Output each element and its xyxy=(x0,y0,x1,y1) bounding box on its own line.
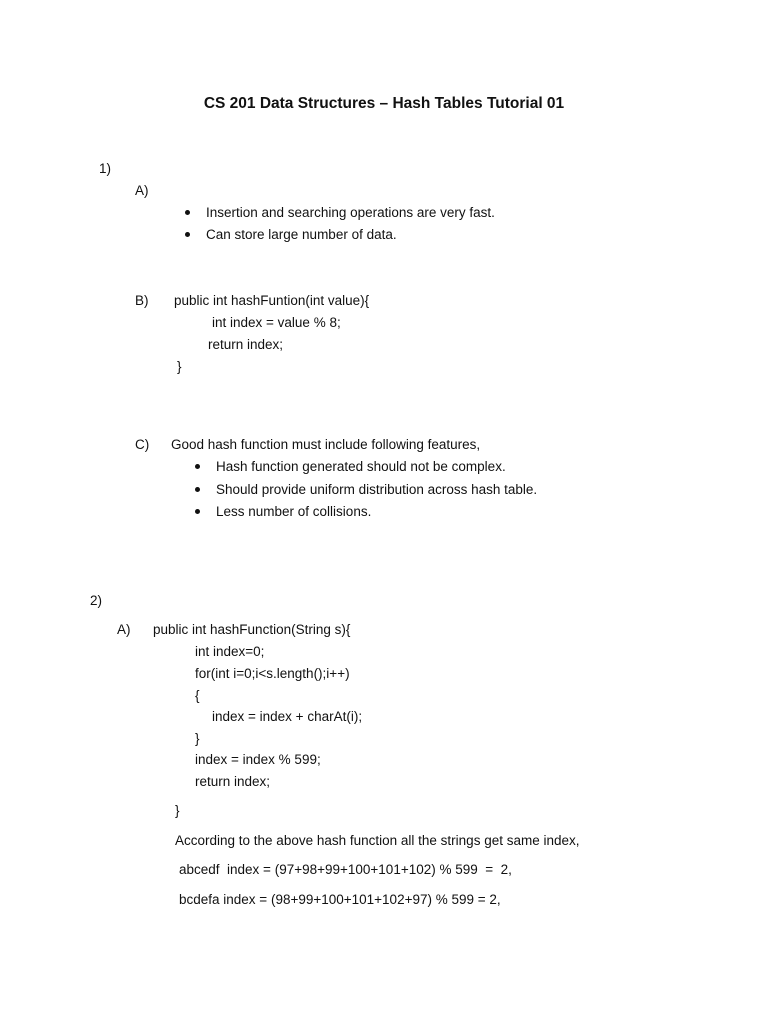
q1-part-a-label: A) xyxy=(135,183,149,198)
q1b-code-line-2: int index = value % 8; xyxy=(212,315,341,330)
page-title: CS 201 Data Structures – Hash Tables Tutorial 01 xyxy=(203,95,565,112)
q2a-code-line-6: } xyxy=(195,731,200,746)
bullet-icon xyxy=(195,509,200,514)
q1b-code-line-4: } xyxy=(177,359,182,374)
q1a-bullet-1: Insertion and searching operations are very fast. xyxy=(206,205,495,220)
q2a-code-line-2: int index=0; xyxy=(195,644,265,659)
q2a-code-line-1: public int hashFunction(String s){ xyxy=(153,622,351,637)
bullet-icon xyxy=(185,210,190,215)
q2a-code-line-8: return index; xyxy=(195,774,271,789)
q1b-code-line-3: return index; xyxy=(208,337,284,352)
q2a-explanation: According to the above hash function all the strings get same index, xyxy=(175,833,580,848)
q1a-bullet-2: Can store large number of data. xyxy=(206,227,397,242)
q1-part-c-label: C) xyxy=(135,437,150,452)
question-1-number: 1) xyxy=(99,161,112,176)
q1c-bullet-1: Hash function generated should not be complex. xyxy=(216,459,506,474)
q2a-code-line-3: for(int i=0;i<s.length();i++) xyxy=(195,666,350,681)
q1c-bullet-3: Less number of collisions. xyxy=(216,504,372,519)
q2a-example-1: abcedf index = (97+98+99+100+101+102) % 599 = 2, xyxy=(179,862,512,877)
q1b-code-line-1: public int hashFuntion(int value){ xyxy=(174,293,370,308)
q2a-code-line-5: index = index + charAt(i); xyxy=(212,709,363,724)
bullet-icon xyxy=(195,487,200,492)
bullet-icon xyxy=(185,232,190,237)
q2-part-a-label: A) xyxy=(117,622,131,637)
q2a-code-line-7: index = index % 599; xyxy=(195,752,321,767)
bullet-icon xyxy=(195,464,200,469)
q1c-intro: Good hash function must include following features, xyxy=(171,437,481,452)
q2a-code-line-9: } xyxy=(175,803,180,818)
q1-part-b-label: B) xyxy=(135,293,149,308)
q2a-example-2: bcdefa index = (98+99+100+101+102+97) % 599 = 2, xyxy=(179,892,501,907)
question-2-number: 2) xyxy=(90,593,103,608)
q1c-bullet-2: Should provide uniform distribution across hash table. xyxy=(216,482,538,497)
q2a-code-line-4: { xyxy=(195,688,200,703)
